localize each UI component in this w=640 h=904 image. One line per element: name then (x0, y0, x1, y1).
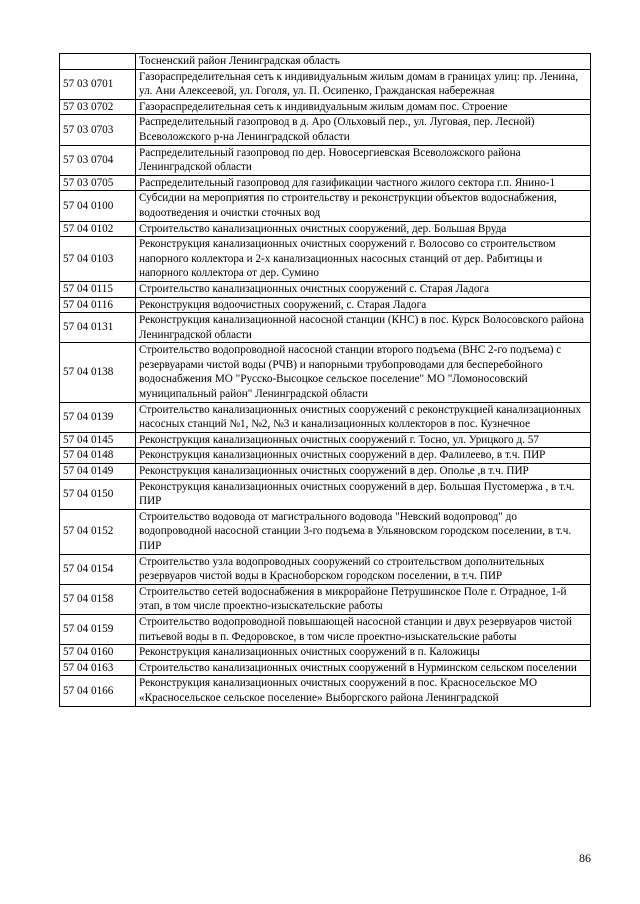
row-description: Субсидии на мероприятия по строительству и реконструкции объектов водоснабжения, водоотведения и очистки сточных вод (136, 191, 591, 221)
table-row (60, 237, 591, 282)
row-description: Реконструкция канализационных очистных сооружений г. Тосно, ул. Урицкого д. 57 (136, 432, 591, 448)
table-row (60, 402, 591, 432)
table-row (60, 509, 591, 554)
row-description: Газораспределительная сеть к индивидуальным жилым домам в границах улиц: пр. Ленина, ул. Ани Алексеевой, ул. Гоголя, ул. П. Осипенко, Гражданская набережная (136, 69, 591, 99)
table-row (60, 584, 591, 614)
row-description: Строительство канализационных очистных сооружений, дер. Большая Вруда (136, 221, 591, 237)
row-description: Реконструкция канализационных очистных сооружений в пос. Красносельское МО «Красносельское сельское поселение» Выборгского района Ленинградской (136, 676, 591, 706)
row-code: 57 04 0115 (60, 281, 136, 297)
row-description: Реконструкция канализационных очистных сооружений г. Волосово со строительством напорного коллектора и 2-х канализационных насосных станций от дер. Рабитицы и напорного коллектора от дер. Сумино (136, 237, 591, 282)
row-description: Газораспределительная сеть к индивидуальным жилым домам пос. Строение (136, 99, 591, 115)
row-code: 57 04 0150 (60, 479, 136, 509)
table-row (60, 432, 591, 448)
table-row (60, 69, 591, 99)
table-row (60, 191, 591, 221)
table-row (60, 660, 591, 676)
row-description: Строительство канализационных очистных сооружений с реконструкцией канализационных насосных станций №1, №2, №3 и канализационных коллекторов в пос. Кузнечное (136, 402, 591, 432)
row-code: 57 04 0154 (60, 554, 136, 584)
row-description: Строительство сетей водоснабжения в микрорайоне Петрушинское Поле г. Отрадное, 1-й этап, в том числе проектно-изыскательские работы (136, 584, 591, 614)
row-code: 57 03 0702 (60, 99, 136, 115)
table-body (60, 54, 591, 707)
row-code: 57 04 0138 (60, 343, 136, 402)
row-code: 57 04 0152 (60, 509, 136, 554)
table-row (60, 464, 591, 480)
table-row (60, 221, 591, 237)
table-row (60, 145, 591, 175)
row-code: 57 04 0145 (60, 432, 136, 448)
table-row (60, 479, 591, 509)
row-code: 57 04 0159 (60, 614, 136, 644)
row-description: Реконструкция канализационной насосной станции (КНС) в пос. Курск Волосовского района Ленинградской области (136, 313, 591, 343)
row-code (60, 54, 136, 70)
table-row (60, 676, 591, 706)
table-row (60, 281, 591, 297)
table-row (60, 645, 591, 661)
row-code: 57 03 0701 (60, 69, 136, 99)
table-row (60, 297, 591, 313)
row-description: Распределительный газопровод для газификации частного жилого сектора г.п. Янино-1 (136, 175, 591, 191)
table-row (60, 614, 591, 644)
row-code: 57 04 0100 (60, 191, 136, 221)
table-row (60, 343, 591, 402)
row-code: 57 04 0131 (60, 313, 136, 343)
row-description: Реконструкция водоочистных сооружений, с. Старая Ладога (136, 297, 591, 313)
row-code: 57 03 0705 (60, 175, 136, 191)
row-code: 57 04 0160 (60, 645, 136, 661)
table-row (60, 175, 591, 191)
row-code: 57 04 0139 (60, 402, 136, 432)
row-description: Строительство водопроводной насосной станции второго подъема (ВНС 2-го подъема) с резервуарами чистой воды (РЧВ) и напорными трубопроводами для бесперебойного водоснабжения МО "Русско-Высоцкое сельское поселение" МО "Ломоносовский муниципальный район" Ленинградской области (136, 343, 591, 402)
table-row (60, 99, 591, 115)
row-description: Тосненский район Ленинградская область (136, 54, 591, 70)
table-row (60, 448, 591, 464)
row-description: Реконструкция канализационных очистных сооружений в п. Каложицы (136, 645, 591, 661)
row-description: Реконструкция канализационных очистных сооружений в дер. Ополье ,в т.ч. ПИР (136, 464, 591, 480)
row-description: Строительство канализационных очистных сооружений с. Старая Ладога (136, 281, 591, 297)
table-row (60, 313, 591, 343)
row-code: 57 04 0158 (60, 584, 136, 614)
row-description: Строительство канализационных очистных сооружений в Нурминском сельском поселении (136, 660, 591, 676)
row-description: Распределительный газопровод в д. Аро (Ольховый пер., ул. Луговая, пер. Лесной) Всеволожского р-на Ленинградской области (136, 115, 591, 145)
table-row (60, 115, 591, 145)
row-description: Реконструкция канализационных очистных сооружений в дер. Большая Пустомержа , в т.ч. ПИР (136, 479, 591, 509)
row-code: 57 03 0704 (60, 145, 136, 175)
row-description: Строительство водопроводной повышающей насосной станции и двух резервуаров чистой питьевой воды в п. Федоровское, в том числе проектно-изыскательские работы (136, 614, 591, 644)
row-code: 57 04 0166 (60, 676, 136, 706)
row-code: 57 03 0703 (60, 115, 136, 145)
row-code: 57 04 0102 (60, 221, 136, 237)
row-code: 57 04 0149 (60, 464, 136, 480)
budget-code-table (59, 53, 591, 707)
page-number: 86 (579, 851, 591, 865)
row-description: Строительство узла водопроводных сооружений со строительством дополнительных резервуаров чистой воды в Красноборском городском поселении, в т.ч. ПИР (136, 554, 591, 584)
row-code: 57 04 0103 (60, 237, 136, 282)
table-row (60, 554, 591, 584)
row-description: Реконструкция канализационных очистных сооружений в дер. Фалилеево, в т.ч. ПИР (136, 448, 591, 464)
row-description: Строительство водовода от магистрального водовода "Невский водопровод" до водопроводной насосной станции 3-го подъема в Ульяновском городском поселении, в т.ч. ПИР (136, 509, 591, 554)
table-row (60, 54, 591, 70)
row-code: 57 04 0163 (60, 660, 136, 676)
row-code: 57 04 0116 (60, 297, 136, 313)
row-code: 57 04 0148 (60, 448, 136, 464)
row-description: Распределительный газопровод по дер. Новосергиевская Всеволожского района Ленинградской области (136, 145, 591, 175)
